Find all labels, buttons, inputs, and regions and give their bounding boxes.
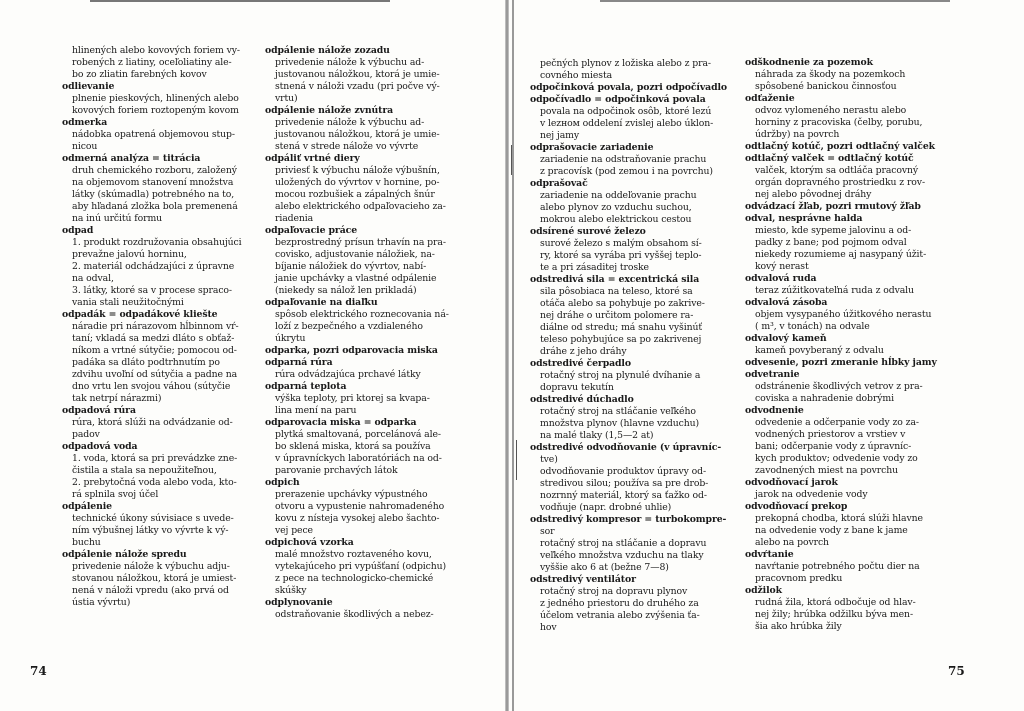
entry-definition-line: navŕtanie potrebného počtu dier na	[755, 561, 920, 572]
entry-continuation-line: nozrnný materiál, ktorý sa ťažko od-	[540, 490, 707, 501]
entry-continuation-line: vytekajúceho pri vypúšťaní (odpichu)	[275, 561, 447, 572]
entry-continuation-line: ním výbušnej látky vo vývrte k vý-	[72, 525, 229, 536]
entry-term: odpich	[265, 477, 300, 488]
entry-term: odťaženie	[745, 93, 795, 104]
entry-continuation-line: uložených do vývrtov v hornine, po-	[275, 177, 440, 188]
entry-continuation-line: kovových foriem roztopeným kovom	[72, 105, 239, 116]
entry-definition-line: prekopná chodba, ktorá slúži hlavne	[755, 513, 923, 524]
entry-continuation-line: mokrou alebo elektrickou cestou	[540, 214, 692, 225]
entry-term: odvesenie, pozri zmeranie hĺbky jamy	[745, 357, 937, 368]
entry-continuation-line: dno vrtu len svojou váhou (sútyčie	[72, 381, 231, 392]
entry-continuation-line: padov	[72, 429, 100, 440]
entry-continuation-line: stovanou náložkou, ktorá je umiest-	[72, 573, 237, 584]
entry-term: odvodňovací prekop	[745, 501, 848, 512]
entry-definition-line: odstránenie škodlivých vetrov z pra-	[755, 381, 923, 392]
entry-continuation-line: mocou rozbušiek a zápalných šnúr	[275, 189, 435, 200]
entry-continuation-line: vej pece	[275, 525, 313, 536]
entry-continuation-line: zavodnených miest na povrchu	[755, 465, 898, 476]
entry-continuation-line: ry, ktoré sa vyrába pri vyššej teplo-	[540, 250, 702, 261]
entry-continuation-line: robených z liatiny, oceľoliatiny ale-	[72, 57, 232, 68]
entry-term: odstredivé odvodňovanie (v úpravníc-	[530, 442, 722, 453]
entry-continuation-line: orgán dopravného prostriedku z rov-	[755, 177, 925, 188]
entry-continuation-line: nej alebo pôvodnej dráhy	[755, 189, 872, 200]
entry-term: odvodňovací jarok	[745, 477, 838, 488]
entry-definition-line: plnenie pieskových, hlinených alebo	[72, 93, 239, 104]
entry-continuation-line: justovanou náložkou, ktorá je umie-	[275, 129, 440, 140]
entry-continuation-line: padáka sa dláto podtrhnutím po	[72, 357, 220, 368]
entry-term: odvádzací žľab, pozri rmutový žľab	[745, 201, 921, 212]
entry-definition-line: rotačný stroj na stláčanie veľkého	[540, 406, 696, 417]
entry-continuation-line: taní; vkladá sa medzi dláto s obťaž-	[72, 333, 235, 344]
entry-term: odtlačný valček = odtlačný kotúč	[745, 153, 914, 164]
entry-term: odsírené surové železo	[530, 226, 646, 237]
entry-definition-line: 2. materiál odchádzajúci z úpravne	[72, 261, 235, 272]
entry-continuation-line: janie upchávky a vlastné odpálenie	[275, 273, 437, 284]
entry-continuation-line: účelom vetrania alebo zvýšenia ťa-	[540, 610, 700, 621]
entry-definition-line: odvoz vylomeného nerastu alebo	[755, 105, 907, 116]
entry-continuation-line: v úpravníckych laboratóriách na od-	[275, 453, 442, 464]
entry-continuation-line: prevažne jalovú horninu,	[72, 249, 187, 260]
entry-continuation-line: stená v strede nálože vo vývrte	[275, 141, 419, 152]
entry-term: odplynovanie	[265, 597, 333, 608]
margin-mark	[516, 440, 517, 480]
entry-continuation-line: stredivou silou; používa sa pre drob-	[540, 478, 709, 489]
entry-definition-line: náradie pri nárazovom hĺbinnom vŕ-	[72, 321, 239, 332]
entry-definition-line: rúra, ktorá slúži na odvádzanie od-	[72, 417, 233, 428]
entry-continuation-line: tve)	[540, 454, 558, 465]
entry-definition-line: rotačný stroj na dopravu plynov	[540, 586, 688, 597]
entry-definition-line: odstraňovanie škodlivých a nebez-	[275, 609, 434, 620]
entry-definition-line: valček, ktorým sa odtláča pracovný	[755, 165, 919, 176]
entry-continuation-line: bíjanie náložiek do vývrtov, nabí-	[275, 261, 427, 272]
entry-term: odstredivé dúchadlo	[530, 394, 634, 405]
entry-term: odpálenie nálože zvnútra	[265, 105, 394, 116]
entry-continuation-line: justovanou náložkou, ktorá je umie-	[275, 69, 440, 80]
entry-term: odvetranie	[745, 369, 800, 380]
entry-term: odpaľovacie práce	[265, 225, 358, 236]
entry-definition-line: surové železo s malým obsahom sí-	[540, 238, 702, 249]
entry-continuation-line: skúšky	[275, 585, 307, 596]
top-edge-line-right	[600, 0, 950, 2]
entry-term: odpaľovanie na diaľku	[265, 297, 378, 308]
entry-continuation-line: v lezном oddelení zvislej alebo úklon-	[540, 118, 714, 129]
entry-continuation-line: kovu z nístejа vysokej alebo šachto-	[275, 513, 440, 524]
entry-definition-line: 3. látky, ktoré sa v procese spraco-	[72, 285, 232, 296]
entry-definition-line: nádobka opatrená objemovou stup-	[72, 129, 235, 140]
entry-term: odpáliť vrtné diery	[265, 153, 360, 164]
entry-term: odpálenie nálože zozadu	[265, 45, 390, 56]
entry-continuation-line: horniny z pracoviska (čelby, porubu,	[755, 117, 923, 128]
entry-continuation-line: alebo na povrch	[755, 537, 829, 548]
entry-continuation-line: pečných plynov z ložiska alebo z pra-	[540, 58, 711, 69]
entry-definition-line: druh chemického rozboru, založený	[72, 165, 237, 176]
entry-continuation-line: bo sklená miska, ktorá sa používa	[275, 441, 431, 452]
entry-definition-line: 1. voda, ktorá sa pri prevádzke zne-	[72, 453, 238, 464]
entry-term: odpálenie	[62, 501, 112, 512]
entry-term: odparka, pozri odparovacia miska	[265, 345, 438, 356]
entry-term: odstredivý ventilátor	[530, 574, 636, 585]
entry-continuation-line: nená v náloži vpredu (ako prvá od	[72, 585, 229, 596]
entry-continuation-line: z pracovísk (pod zemou i na povrchu)	[540, 166, 713, 177]
entry-term: odprašovač	[530, 178, 588, 189]
entry-term: odpichová vzorka	[265, 537, 354, 548]
entry-continuation-line: ústia vývrtu)	[72, 597, 131, 608]
entry-continuation-line: bani; odčerpanie vody z úpravníc-	[755, 441, 912, 452]
left-page-column-2	[265, 45, 475, 621]
entry-continuation-line: nej jamy	[540, 130, 580, 141]
entry-continuation-line: alebo plynov zo vzduchu suchou,	[540, 202, 692, 213]
entry-definition-line: plytká smaltovaná, porcelánová ale-	[275, 429, 441, 440]
right-page-column-2	[745, 57, 955, 633]
entry-term: odpad	[62, 225, 94, 236]
entry-continuation-line: úkrytu	[275, 333, 306, 344]
book-gutter-edge	[512, 0, 514, 711]
entry-definition-line: povala na odpočinok osôb, ktoré lezú	[540, 106, 712, 117]
entry-continuation-line: z pece na technologicko-chemické	[275, 573, 434, 584]
entry-continuation-line: dopravu tekutín	[540, 382, 614, 393]
entry-definition-line: spôsob elektrického roznecovania ná-	[275, 309, 449, 320]
entry-continuation-line: na objemovom stanovení množstva	[72, 177, 234, 188]
entry-definition-line: 2. prebytočná voda alebo voda, kto-	[72, 477, 237, 488]
entry-definition-line: rudná žila, ktorá odbočuje od hlav-	[755, 597, 916, 608]
entry-definition-line: jarok na odvedenie vody	[755, 489, 868, 500]
entry-term: odprašovacie zariadenie	[530, 142, 654, 153]
entry-term: odmerka	[62, 117, 108, 128]
entry-definition-line: sila pôsobiaca na teleso, ktoré sa	[540, 286, 693, 297]
entry-definition-line: rotačný stroj na stláčanie a dopravu	[540, 538, 707, 549]
entry-continuation-line: bo zo zliatin farebných kovov	[72, 69, 207, 80]
entry-continuation-line: na odval,	[72, 273, 114, 284]
right-page-column-1	[530, 58, 740, 634]
entry-definition-line: výška teploty, pri ktorej sa kvapa-	[275, 393, 430, 404]
entry-term: odpočinková povala, pozri odpočívadlo	[530, 82, 728, 93]
entry-definition-line: miesto, kde sypeme jalovinu a od-	[755, 225, 912, 236]
entry-definition-line: rúra odvádzajúca prchavé látky	[275, 369, 421, 380]
entry-definition-line: zariadenie na odstraňovanie prachu	[540, 154, 707, 165]
entry-continuation-line: buchu	[72, 537, 101, 548]
entry-definition-line: teraz zúžitkovateľná ruda z odvalu	[755, 285, 914, 296]
entry-continuation-line: na odvedenie vody z bane k jame	[755, 525, 908, 536]
entry-continuation-line: padky z bane; pod pojmom odval	[755, 237, 907, 248]
entry-continuation-line: na inú určitú formu	[72, 213, 163, 224]
entry-continuation-line: tak netrpí nárazmi)	[72, 393, 162, 404]
entry-definition-line: privedenie nálože k výbuchu adju-	[72, 561, 230, 572]
entry-term: odpadová rúra	[62, 405, 136, 416]
entry-definition-line: zariadenie na oddeľovanie prachu	[540, 190, 697, 201]
entry-continuation-line: hov	[540, 622, 557, 633]
entry-continuation-line: te a pri zásaditej troske	[540, 262, 649, 273]
entry-continuation-line: parovanie prchavých látok	[275, 465, 398, 476]
entry-continuation-line: ( m³, v tonách) na odvale	[755, 321, 870, 332]
entry-term: odvalový kameň	[745, 333, 827, 344]
entry-definition-line: kameň povyberaný z odvalu	[755, 345, 884, 356]
entry-definition-line: priviesť k výbuchu nálože výbušnín,	[275, 165, 440, 176]
entry-continuation-line: nicou	[72, 141, 98, 152]
entry-continuation-line: zdvihu uvoľní od sútyčia a padne na	[72, 369, 238, 380]
entry-term: odparovacia miska = odparka	[265, 417, 417, 428]
entry-continuation-line: nej žily; hrúbka odžilku býva men-	[755, 609, 913, 620]
entry-continuation-line: stnená v náloži vzadu (pri počve vý-	[275, 81, 440, 92]
entry-term: odlievanie	[62, 81, 115, 92]
entry-continuation-line: sor	[540, 526, 555, 537]
entry-continuation-line: (niekedy sa nálož len prikladá)	[275, 285, 417, 296]
entry-continuation-line: otáča alebo sa pohybuje po zakrive-	[540, 298, 705, 309]
entry-continuation-line: množstva plynov (hlavne vzduchu)	[540, 418, 700, 429]
entry-definition-line: prerazenie upchávky výpustného	[275, 489, 428, 500]
entry-continuation-line: rá splnila svoj účel	[72, 489, 159, 500]
entry-term: odvodnenie	[745, 405, 804, 416]
entry-term: odpálenie nálože spredu	[62, 549, 187, 560]
entry-term: odstredivá sila = excentrická sila	[530, 274, 700, 285]
entry-continuation-line: nej dráhe o určitom polomere ra-	[540, 310, 694, 321]
page-number-right: 75	[948, 664, 965, 678]
entry-continuation-line: vania stali neužitočnými	[72, 297, 184, 308]
entry-term: odstredivé čerpadlo	[530, 358, 631, 369]
entry-continuation-line: teleso pohybujúce sa po zakrivenej	[540, 334, 702, 345]
entry-continuation-line: z jedného priestoru do druhého za	[540, 598, 699, 609]
entry-continuation-line: diálne od stredu; má snahu vyšinúť	[540, 322, 702, 333]
entry-continuation-line: níkom a vrtné sútyčie; pomocou od-	[72, 345, 237, 356]
entry-definition-line: 1. produkt rozdružovania obsahujúci	[72, 237, 242, 248]
entry-continuation-line: čistila a stala sa nepoužiteľnou,	[72, 465, 217, 476]
entry-continuation-line: riadenia	[275, 213, 314, 224]
entry-continuation-line: látky (skúmadla) potrebného na to,	[72, 189, 235, 200]
entry-continuation-line: pracovnom predku	[755, 573, 843, 584]
entry-continuation-line: spôsobené banickou činnosťou	[755, 81, 897, 92]
entry-continuation-line: veľkého množstva vzduchu na tlaky	[540, 550, 704, 561]
entry-continuation-line: vrtu)	[275, 93, 298, 104]
entry-definition-line: privedenie nálože k výbuchu ad-	[275, 57, 425, 68]
entry-term: odžilok	[745, 585, 782, 596]
entry-continuation-line: vodňuje (napr. drobné uhlie)	[540, 502, 672, 513]
entry-term: odparná teplota	[265, 381, 347, 392]
entry-continuation-line: covného miesta	[540, 70, 613, 81]
entry-continuation-line: vyššie ako 6 at (bežne 7—8)	[540, 562, 669, 573]
entry-continuation-line: dráhe z jeho dráhy	[540, 346, 627, 357]
entry-continuation-line: kych produktov; odvedenie vody zo	[755, 453, 918, 464]
entry-term: odpadák = odpadákové kliešte	[62, 309, 218, 320]
entry-term: odval, nesprávne halda	[745, 213, 863, 224]
entry-continuation-line: údržby) na povrch	[755, 129, 840, 140]
entry-definition-line: privedenie nálože k výbuchu ad-	[275, 117, 425, 128]
entry-continuation-line: aby hľadaná zložka bola premenená	[72, 201, 238, 212]
left-page-column-1	[62, 45, 262, 609]
entry-term: odmerná analýza = titrácia	[62, 153, 201, 164]
top-edge-line	[90, 0, 390, 2]
entry-continuation-line: vodnených priestorov a vrstiev v	[755, 429, 906, 440]
entry-definition-line: odvodňovanie produktov úpravy od-	[540, 466, 707, 477]
entry-definition-line: objem vysypaného úžitkového nerastu	[755, 309, 932, 320]
entry-definition-line: náhrada za škody na pozemkoch	[755, 69, 906, 80]
entry-definition-line: odvedenie a odčerpanie vody zo za-	[755, 417, 919, 428]
entry-definition-line: bezprostredný prísun trhavín na pra-	[275, 237, 446, 248]
entry-term: odpočívadlo = odpočinková povala	[530, 94, 706, 105]
entry-continuation-line: kový nerast	[755, 261, 809, 272]
entry-term: odtlačný kotúč, pozri odtlačný valček	[745, 141, 935, 152]
entry-term: odvŕtanie	[745, 549, 794, 560]
book-gutter	[505, 0, 509, 711]
entry-continuation-line: lina mení na paru	[275, 405, 357, 416]
margin-mark	[511, 145, 512, 175]
entry-term: odpadová voda	[62, 441, 138, 452]
entry-continuation-line: alebo elektrického odpaľovacieho za-	[275, 201, 446, 212]
entry-term: odškodnenie za pozemok	[745, 57, 873, 68]
entry-continuation-line: na malé tlaky (1,5—2 at)	[540, 430, 654, 441]
entry-continuation-line: coviska a nahradenie dobrými	[755, 393, 894, 404]
page-number-left: 74	[30, 664, 47, 678]
entry-continuation-line: niekedy rozumieme aj nasypaný úžit-	[755, 249, 927, 260]
entry-continuation-line: covisko, adjustovanie náložiek, na-	[275, 249, 435, 260]
entry-continuation-line: otvoru a vypustenie nahromadeného	[275, 501, 445, 512]
entry-continuation-line: hlinených alebo kovových foriem vy-	[72, 45, 240, 56]
entry-definition-line: malé množstvo roztaveného kovu,	[275, 549, 432, 560]
entry-term: odparná rúra	[265, 357, 333, 368]
entry-definition-line: technické úkony súvisiace s uvede-	[72, 513, 234, 524]
entry-term: odstredivý kompresor = turbokompre-	[530, 514, 727, 525]
entry-term: odvalová ruda	[745, 273, 817, 284]
entry-definition-line: rotačný stroj na plynulé dvíhanie a	[540, 370, 701, 381]
entry-continuation-line: loží z bezpečného a vzdialeného	[275, 321, 423, 332]
entry-continuation-line: šia ako hrúbka žily	[755, 621, 842, 632]
entry-term: odvalová zásoba	[745, 297, 828, 308]
